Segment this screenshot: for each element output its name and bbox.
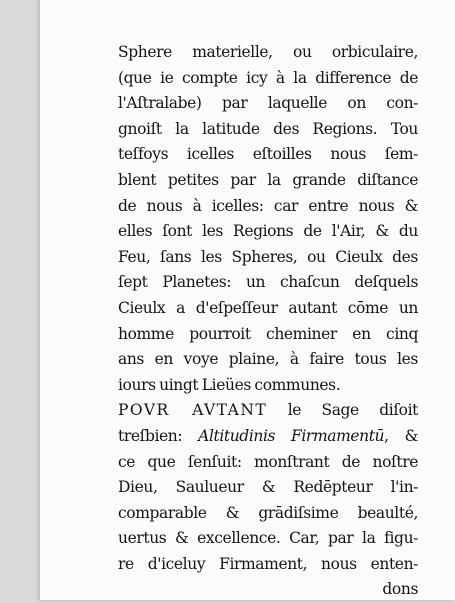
text-line: Feu, ſans les Spheres, ou Cieulx des xyxy=(118,247,418,266)
text-line: Dieu, Saulueur & Redēpteur l'in- xyxy=(118,478,418,497)
text-block xyxy=(118,40,418,603)
opening-capitals: POVR AVTANT xyxy=(118,401,268,420)
line-start: treſbien: xyxy=(118,426,199,445)
text-line: ce que ſenſuit: monſtrant de noſtre xyxy=(118,452,418,471)
text-line: Sphere materielle, ou orbiculaire, xyxy=(118,43,418,61)
text-line: (que ie compte icy à la difference de xyxy=(118,68,418,87)
latin-quote: Altitudinis Firmamentū xyxy=(198,426,385,445)
text-line: elles ſont les Regions de l'Air, & du xyxy=(118,222,418,241)
text-line: iours uingt Lieües communes. xyxy=(118,375,341,394)
text-line: teſfoys icelles eſtoilles nous ſem- xyxy=(118,145,418,164)
text-line-italic-quote xyxy=(118,424,418,450)
book-page xyxy=(40,0,455,600)
text-line: comparable & grādiſsime beaulté, xyxy=(118,503,418,522)
text-line: uertus & excellence. Car, par la figu- xyxy=(118,529,418,548)
text-line: blent petites par la grande diſtance xyxy=(118,170,418,189)
text-line: Cieulx a d'eſpeſſeur autant cōme un xyxy=(118,298,418,317)
text-line: gnoiſt la latitude des Regions. Tou xyxy=(118,119,418,138)
text-line: l'Aſtralabe) par laquelle on con- xyxy=(118,94,418,113)
text-line: re d'iceluy Firmament, nous enten- xyxy=(118,554,418,573)
opening-rest: le Sage diſoit xyxy=(267,401,418,420)
text-line: de nous à icelles: car entre nous & xyxy=(118,196,418,215)
text-line: homme pourroit cheminer en cinq xyxy=(118,324,418,343)
paragraph-opening-line xyxy=(118,398,418,424)
line-end: , & xyxy=(384,426,418,445)
catchword: dons xyxy=(382,580,418,599)
text-line: ſept Planetes: un chaſcun deſquels xyxy=(118,273,418,292)
text-line: ans en voye plaine, à faire tous les xyxy=(118,350,418,369)
